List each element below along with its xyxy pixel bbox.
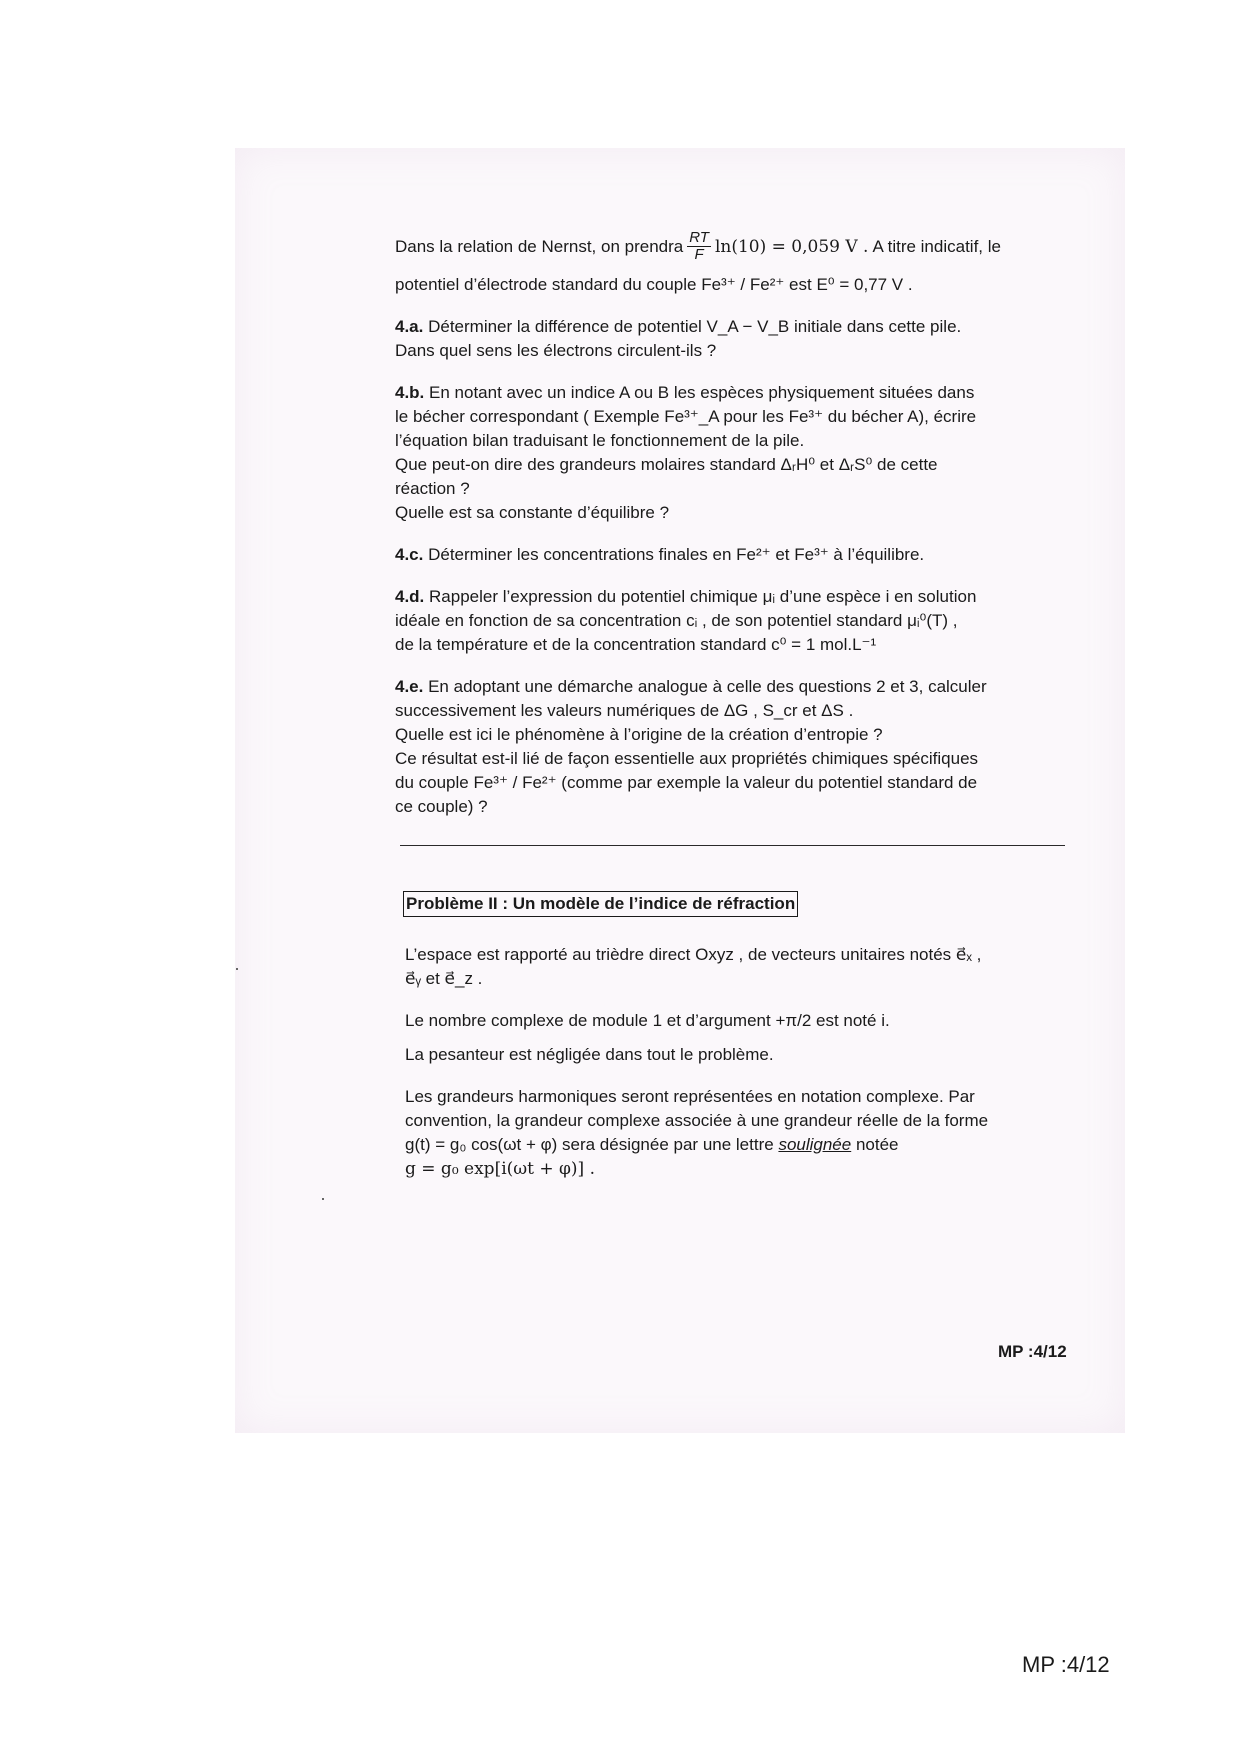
outer-page-number: MP :4/12 xyxy=(1022,1652,1110,1677)
scan-speck xyxy=(322,1198,324,1200)
problem-line: Les grandeurs harmoniques seront représentées en notation complexe. Par xyxy=(405,1086,975,1106)
question-line: du couple Fe³⁺ / Fe²⁺ (comme par exemple la valeur du potentiel standard de xyxy=(395,773,978,792)
problem-2-title: Problème II : Un modèle de l’indice de réfraction xyxy=(403,891,798,917)
nernst-suffix: A titre indicatif, le xyxy=(872,236,1001,256)
problem-2-body xyxy=(405,943,1065,1181)
question-line: Quelle est ici le phénomène à l’origine de la création d’entropie ? xyxy=(395,725,883,744)
rt-over-f-fraction xyxy=(687,230,711,263)
problem-paragraph xyxy=(405,1009,1065,1033)
inner-page-number: MP :4/12 xyxy=(998,1342,1067,1361)
problem-line: e⃗ᵧ et e⃗_z . xyxy=(405,968,483,988)
section-divider xyxy=(400,845,1065,846)
question-line: Que peut-on dire des grandeurs molaires standard ΔᵣH⁰ et ΔᵣS⁰ de cette xyxy=(395,455,938,474)
question-label: 4.d. xyxy=(395,587,425,606)
question-4d xyxy=(395,585,1065,657)
emphasized-word: soulignée xyxy=(778,1134,852,1154)
nernst-statement xyxy=(395,230,1065,263)
fraction-numerator: RT xyxy=(689,229,709,246)
harmonic-paragraph xyxy=(405,1085,1065,1181)
nernst-value: ln(10) = 0,059 V . xyxy=(714,236,869,257)
question-line: En adoptant une démarche analogue à celle des questions 2 et 3, calculer xyxy=(428,677,987,696)
question-label: 4.b. xyxy=(395,383,425,402)
question-line: Dans quel sens les électrons circulent-ils ? xyxy=(395,341,717,360)
complex-notation-formula: g = g₀ exp[i(ωt + φ)] . xyxy=(405,1158,595,1179)
question-line: Déterminer les concentrations finales en Fe²⁺ et Fe³⁺ à l’équilibre. xyxy=(428,545,925,564)
question-line: Ce résultat est-il lié de façon essentielle aux propriétés chimiques spécifiques xyxy=(395,749,979,768)
question-4a xyxy=(395,315,1065,363)
standard-potential-line: potentiel d’électrode standard du couple Fe³⁺ / Fe²⁺ est E⁰ = 0,77 V . xyxy=(395,275,913,294)
harmonic-suffix: notée xyxy=(855,1134,899,1154)
question-line: successivement les valeurs numériques de ΔG , S_cr et ΔS . xyxy=(395,701,854,720)
problem-line xyxy=(405,1133,1065,1157)
question-line: idéale en fonction de sa concentration cᵢ , de son potentiel standard μᵢ⁰(T) , xyxy=(395,611,958,630)
document-body xyxy=(395,230,1065,1181)
question-line: Déterminer la différence de potentiel V_A − V_B initiale dans cette pile. xyxy=(428,317,962,336)
question-4b xyxy=(395,381,1065,525)
question-line: l’équation bilan traduisant le fonctionnement de la pile. xyxy=(395,431,805,450)
fraction-denominator: F xyxy=(694,246,704,263)
question-line: En notant avec un indice A ou B les espèces physiquement situées dans xyxy=(429,383,975,402)
nernst-prefix: Dans la relation de Nernst, on prendra xyxy=(395,236,684,256)
question-line: Rappeler l’expression du potentiel chimique μᵢ d’une espèce i en solution xyxy=(429,587,977,606)
problem-line: La pesanteur est négligée dans tout le problème. xyxy=(405,1044,774,1064)
problem-line: L’espace est rapporté au trièdre direct Oxyz , de vecteurs unitaires notés e⃗ₓ , xyxy=(405,944,982,964)
problem-paragraph xyxy=(405,1043,1065,1067)
harmonic-prefix: g(t) = g₀ cos(ωt + φ) sera désignée par une lettre xyxy=(405,1134,774,1154)
question-label: 4.c. xyxy=(395,545,424,564)
question-4e xyxy=(395,675,1065,819)
question-line: ce couple) ? xyxy=(395,797,488,816)
question-line: Quelle est sa constante d’équilibre ? xyxy=(395,503,670,522)
problem-paragraph xyxy=(405,943,1065,991)
question-label: 4.e. xyxy=(395,677,424,696)
question-label: 4.a. xyxy=(395,317,424,336)
question-line: de la température et de la concentration standard c⁰ = 1 mol.L⁻¹ xyxy=(395,635,877,654)
question-4c xyxy=(395,543,1065,567)
scan-speck xyxy=(236,968,238,970)
problem-line: convention, la grandeur complexe associée à une grandeur réelle de la forme xyxy=(405,1110,989,1130)
question-line: réaction ? xyxy=(395,479,470,498)
question-line: le bécher correspondant ( Exemple Fe³⁺_A pour les Fe³⁺ du bécher A), écrire xyxy=(395,407,977,426)
problem-line: Le nombre complexe de module 1 et d’argument +π/2 est noté i. xyxy=(405,1010,890,1030)
